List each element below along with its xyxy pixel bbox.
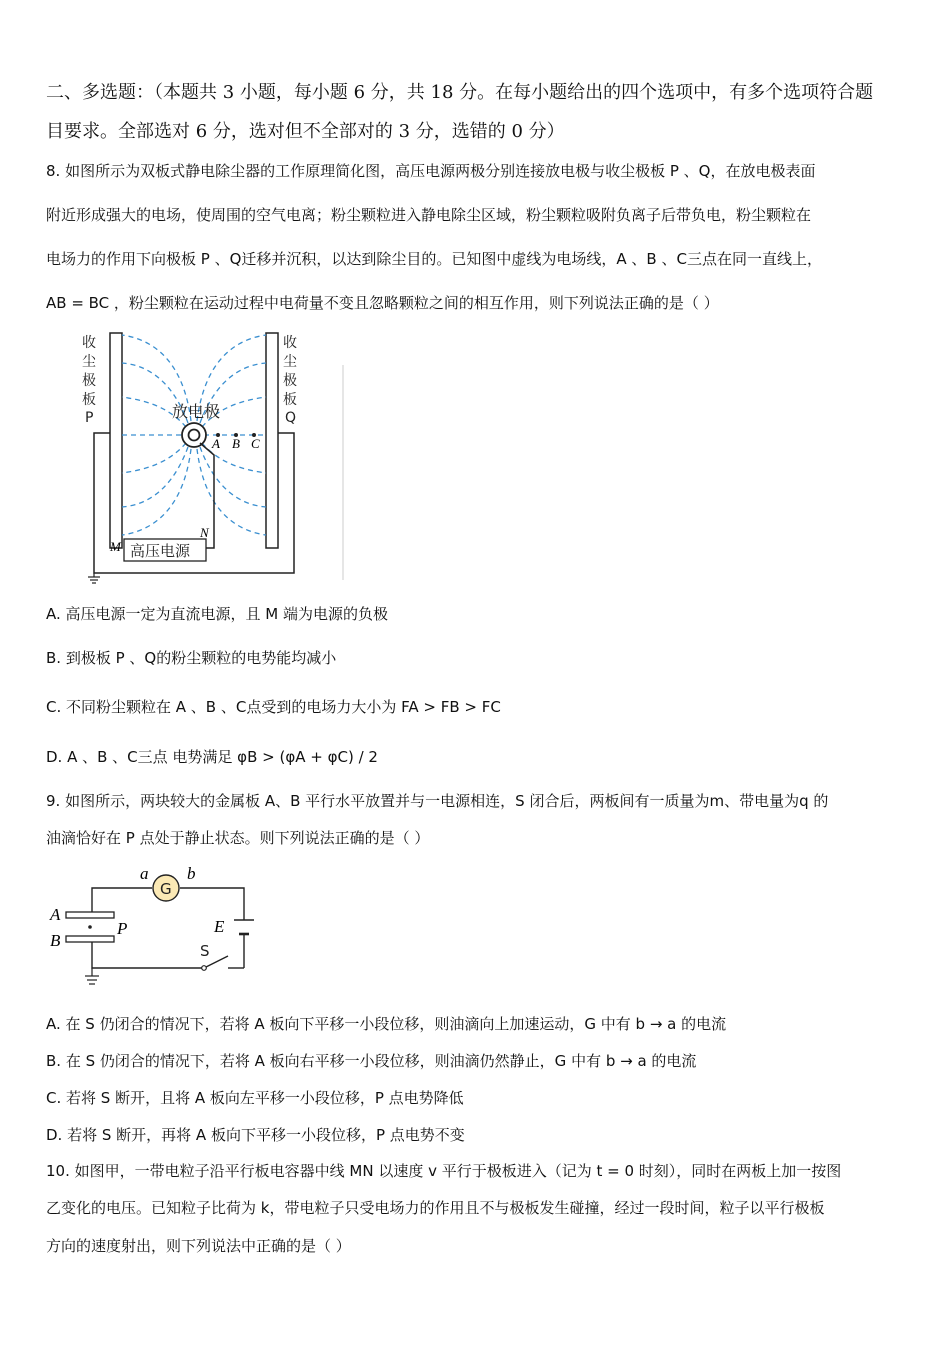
terminal-m-label: M xyxy=(110,539,121,554)
q9-circuit-figure xyxy=(44,862,274,992)
q8-option-d[interactable]: D. A 、B 、C三点 电势满足 φB > (φA + φC) / 2 xyxy=(46,748,378,766)
q10-stem-line-1: 10. 如图甲，一带电粒子沿平行板电容器中线 MN 以速度 v 平行于极板进入（记为 t = 0 时刻），同时在两板上加一按图 xyxy=(46,1162,842,1180)
plate-b-label: B xyxy=(50,931,61,950)
svg-text:Q: Q xyxy=(285,410,297,426)
svg-text:收: 收 xyxy=(283,335,297,351)
oil-drop-p xyxy=(88,925,92,929)
svg-text:P: P xyxy=(85,410,94,426)
point-b-label: B xyxy=(232,436,240,451)
electrode-label: 放电极 xyxy=(172,402,221,421)
q9-option-a[interactable]: A. 在 S 仍闭合的情况下，若将 A 板向下平移一小段位移，则油滴向上加速运动，G 中有 b → a 的电流 xyxy=(46,1015,727,1033)
node-b-label: b xyxy=(187,864,196,883)
terminal-n-label: N xyxy=(200,525,209,540)
q9-stem-line-2: 油滴恰好在 P 点处于静止状态。则下列说法正确的是（ ） xyxy=(46,829,430,847)
point-a-label: A xyxy=(212,436,220,451)
q10-stem-line-3: 方向的速度射出，则下列说法中正确的是（ ） xyxy=(46,1237,351,1255)
svg-text:极: 极 xyxy=(283,373,297,389)
galvanometer-label: G xyxy=(160,880,172,898)
q9-stem-line-1: 9. 如图所示，两块较大的金属板 A、B 平行水平放置并与一电源相连，S 闭合后，两板间有一质量为m、带电量为q 的 xyxy=(46,792,829,810)
plate-q-label xyxy=(283,334,297,426)
plate-p xyxy=(110,333,122,548)
plate-a xyxy=(66,912,114,918)
svg-text:板: 板 xyxy=(82,392,96,408)
q8-option-c[interactable]: C. 不同粉尘颗粒在 A 、B 、C点受到的电场力大小为 FA > FB > FC xyxy=(46,698,501,716)
q9-option-c[interactable]: C. 若将 S 断开，且将 A 板向左平移一小段位移，P 点电势降低 xyxy=(46,1089,464,1107)
section-heading-line-1: 二、多选题：（本题共 3 小题，每小题 6 分，共 18 分。在每小题给出的四个选项中，有多个选项符合题 xyxy=(46,82,874,103)
q9-option-d[interactable]: D. 若将 S 断开，再将 A 板向下平移一小段位移，P 点电势不变 xyxy=(46,1126,465,1144)
node-a-label: a xyxy=(140,864,149,883)
point-p-label: P xyxy=(117,919,128,938)
q8-stem-line-1: 8. 如图所示为双板式静电除尘器的工作原理简化图，高压电源两极分别连接放电极与收尘极板 P 、Q，在放电极表面 xyxy=(46,162,816,180)
battery-label: E xyxy=(214,917,225,936)
q8-stem-line-4: AB = BC ，粉尘颗粒在运动过程中电荷量不变且忽略颗粒之间的相互作用，则下列说法正确的是（ ） xyxy=(46,294,719,312)
q8-option-a[interactable]: A. 高压电源一定为直流电源，且 M 端为电源的负极 xyxy=(46,605,389,623)
q8-stem-line-3: 电场力的作用下向极板 P 、Q迁移并沉积，以达到除尘目的。已知图中虚线为电场线，A 、B 、C三点在同一直线上， xyxy=(46,250,822,268)
switch-label: S xyxy=(200,942,210,960)
q9-option-b[interactable]: B. 在 S 仍闭合的情况下，若将 A 板向右平移一小段位移，则油滴仍然静止，G 中有 b → a 的电流 xyxy=(46,1052,697,1070)
plate-p-label xyxy=(82,334,96,426)
section-heading-line-2: 目要求。全部选对 6 分，选对但不全部对的 3 分，选错的 0 分） xyxy=(46,121,565,142)
point-c-label: C xyxy=(251,436,260,451)
plate-a-label: A xyxy=(50,905,61,924)
q8-option-b[interactable]: B. 到极板 P 、Q的粉尘颗粒的电势能均减小 xyxy=(46,649,337,667)
q8-precipitator-figure xyxy=(72,325,347,585)
svg-text:尘: 尘 xyxy=(82,354,96,370)
power-source-label: 高压电源 xyxy=(130,542,191,560)
svg-text:板: 板 xyxy=(283,392,297,408)
q8-stem-line-2: 附近形成强大的电场，使周围的空气电离；粉尘颗粒进入静电除尘区域，粉尘颗粒吸附负离子后带负电，粉尘颗粒在 xyxy=(46,206,812,224)
plate-q xyxy=(266,333,278,548)
svg-text:极: 极 xyxy=(82,373,96,389)
svg-text:尘: 尘 xyxy=(283,354,297,370)
svg-text:收: 收 xyxy=(82,335,96,351)
q10-stem-line-2: 乙变化的电压。已知粒子比荷为 k，带电粒子只受电场力的作用且不与极板发生碰撞，经过一段时间，粒子以平行极板 xyxy=(46,1199,825,1217)
plate-b xyxy=(66,936,114,942)
